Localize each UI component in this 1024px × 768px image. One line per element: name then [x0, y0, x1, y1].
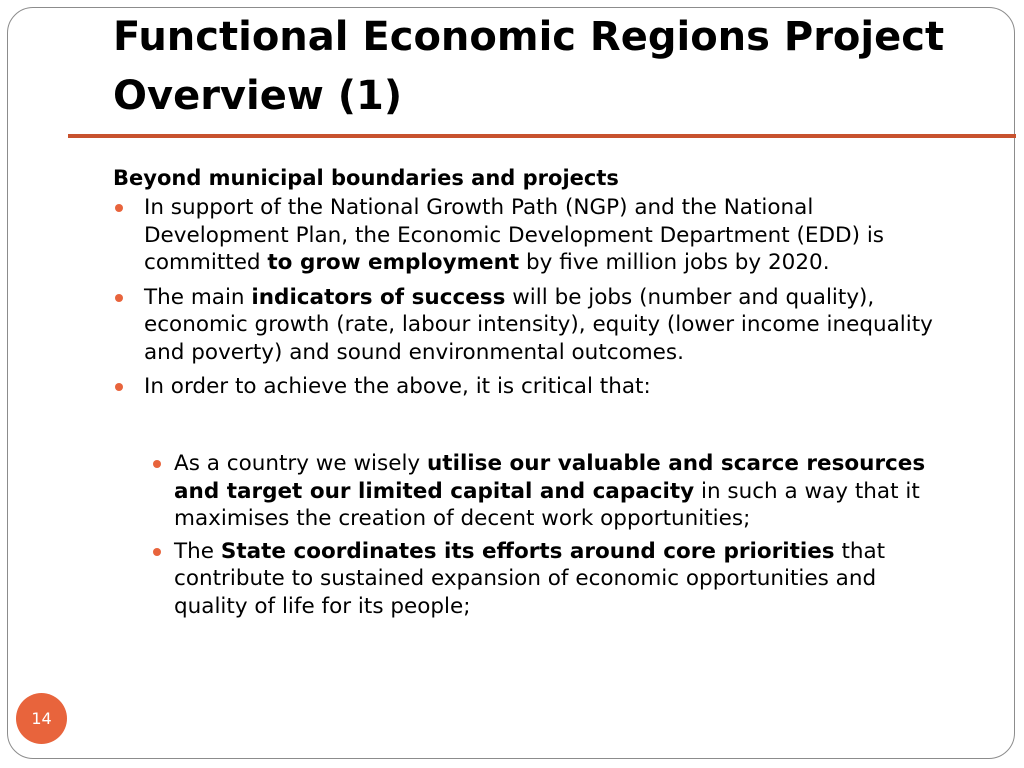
title-line-1: Functional Economic Regions Project [113, 14, 945, 60]
bullet-text: The main [144, 284, 252, 310]
bullet-text: As a country we wisely [174, 451, 427, 476]
bullet-dot-icon [153, 548, 161, 556]
bullet-text: by five million jobs by 2020. [519, 250, 830, 275]
sub-bullet-item [144, 450, 944, 533]
bullet-dot-icon [153, 460, 161, 468]
sub-bullet-list [144, 450, 944, 620]
bullet-emphasis: State coordinates its efforts around core priorities [220, 538, 835, 564]
bullet-text: In order to achieve the above, it is critical that: [144, 374, 651, 399]
bullet-item [113, 284, 958, 367]
title-line-2: Overview (1) [113, 73, 403, 119]
slide-title [113, 8, 973, 126]
section-heading: Beyond municipal boundaries and projects [113, 166, 619, 190]
bullet-text: In support of the National Growth Path (NGP) and the National Development Plan, the Economic Development Department (EDD) is committed [144, 195, 884, 275]
slide-body [113, 164, 958, 408]
bullet-text: in such a way that it maximises the creation of decent work opportunities; [174, 478, 920, 531]
bullet-item [113, 373, 958, 401]
bullet-text: that contribute to sustained expansion of economic opportunities and quality of life for its people; [174, 538, 886, 619]
bullet-dot-icon [115, 294, 123, 302]
bullet-emphasis: indicators of success [251, 284, 506, 310]
title-underline [68, 134, 1016, 138]
bullet-dot-icon [115, 204, 123, 212]
sub-bullet-item [144, 538, 944, 621]
bullet-emphasis: to grow employment [267, 250, 520, 275]
bullet-text: will be jobs (number and quality), economic growth (rate, labour intensity), equity (lower income inequality and poverty) and sound environmental outcomes. [144, 284, 933, 365]
bullet-text: The [174, 538, 221, 564]
bullet-emphasis: utilise our valuable and scarce resources and target our limited capital and capacity [174, 451, 926, 504]
bullet-list [113, 194, 958, 401]
sub-bullet-block [144, 450, 944, 625]
page-number-badge: 14 [16, 693, 67, 744]
bullet-dot-icon [115, 383, 123, 391]
bullet-item [113, 194, 958, 277]
